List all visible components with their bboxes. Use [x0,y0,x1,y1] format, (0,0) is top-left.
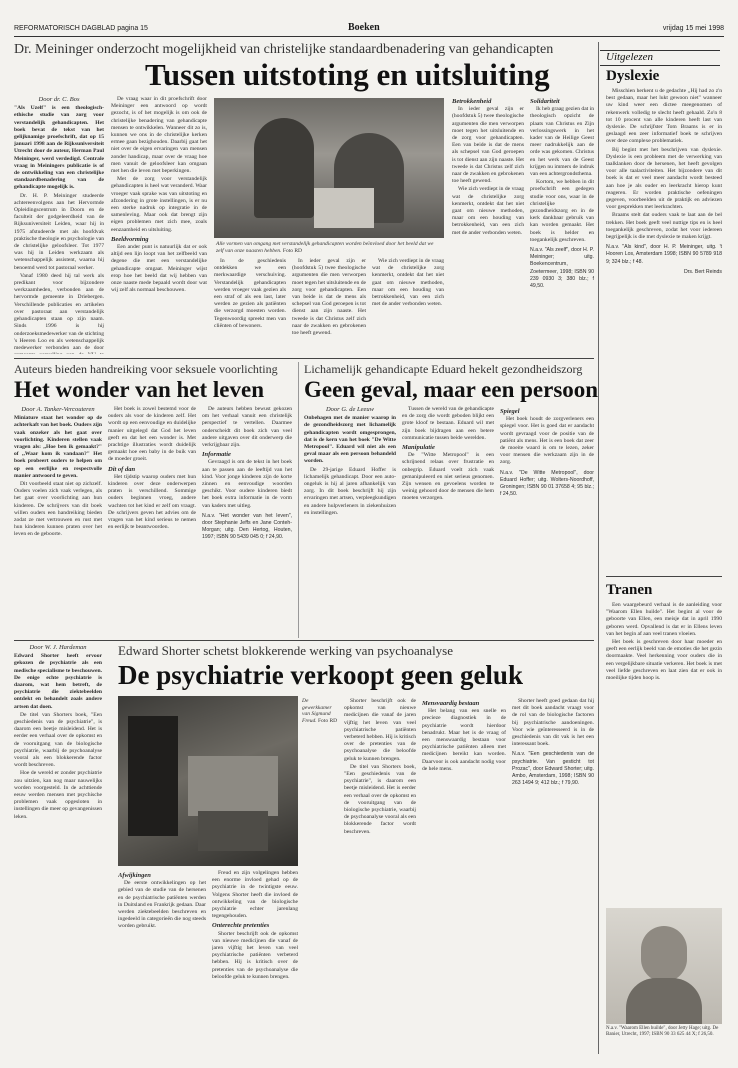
left-lead: Miniature staat het wonder op de achterkaft van het boek. Ouders zijn vaak onzeker als het gaat over voorlichting. Kinderen stellen vaak vragen als: ,,Hoe ben ik gemaakt?" of ,,Waar kom ik vandaan?" Het boek probeert ouders te helpen om op een eerlijke en respectvolle manier antwoord te geven. [14,415,102,479]
left-kicker: Auteurs bieden handreiking voor seksuele voorlichting [14,362,278,376]
top-s3-body-1: Ik heb graag gezien dat in theologisch opzicht de plaats van Christus en Zijn verlossingswerk in het kader van de Heilige Geest meer nadrukkelijk aan de orde was gekomen. Christus en het werk van de Geest krijgen nu immers de indruk van een achtergrondsthema. [530,106,594,178]
mid-s1-body: De "Witte Metropool" is een schrijnend relaas over frustratie en onbegrip. Eduard voelt zich vaak gemanipuleerd en niet serieus genomen. Zijn wensen en gevoelens worden te weinig gehoord door de mensen die hem moeten verzorgen. [402,452,494,502]
bottom-col-5 [422,698,506,1054]
top-photo [214,98,444,238]
mid-byline: Door G. de Leeuw [325,406,375,413]
bottom-photo [118,696,298,866]
top-sub-3: Solidariteit [530,98,560,105]
sidebar-divider-h [606,576,722,577]
sidebar-a2-p2: Het boek is geschreven door haar moeder en geeft een eerlijk beeld van de emoties die het gezin doormaakte. Veel herkenning voor ouders die in een vergelijkbare situatie verkeren. Het boek is met veel liefde geschreven en laat zien dat er ook in moeilijke tijden hoop is. [606,639,722,682]
sidebar-a1-p3: Braams stelt dat ouders vaak te laat aan de bel trekken. Het boek geeft veel nuttige tips en is heel toegankelijk geschreven, zodat het voor iedereen begrijpelijk is die met dyslexie te maken krijgt. [606,212,722,241]
bottom-byline: Door W. J. Hardeman [29,644,87,651]
bottom-s3-body-2: Shorter heeft goed gedaan dat hij met dit boek aandacht vraagt voor de rol van de biologische factoren bij psychiatrische aandoeningen. Voor wie geïnteresseerd is in de geschiedenis van dit vak is het een interessant boek. [512,698,594,748]
left-col-1 [14,406,102,636]
mid-kicker: Lichamelijk gehandicapte Eduard hekelt gezondheidszorg [304,362,583,376]
top-note: N.a.v. "Als zeelf", door H. P. Meininger; uitg. Boekencentrum, Zoetermeer, 1998; ISBN 90 239 0930 3; 380 blz.; f 49,50. [530,247,594,290]
bottom-note: N.a.v. "Een geschiedenis van de psychiatrie. Van gesticht tot Prozac", door Edward Shorter; uitg. Ambo, Amsterdam, 1998; ISBN 90 263 1494 9; 412 blz.; f 79,90. [512,751,594,787]
mid-s2-body: Het boek houdt de zorgverleners een spiegel voor. Het is goed dat er aandacht wordt gevraagd voor de positie van de patiënt als mens. Het is een boek dat zeer de moeite waard is om te lezen, zeker voor mensen die werkzaam zijn in de zorg. [500,416,594,466]
mid-note: N.a.v. "De Witte Metropool", door Eduard Hoffer; uitg. Wolters-Noordhoff, Groningen; ISBN 90 01 37658 4; 95 blz.; f 24,50. [500,469,594,498]
bottom-sub-3: Mensvaardig bestaan [422,700,480,707]
header-date: vrijdag 15 mei 1998 [662,25,724,32]
bottom-s2-body-b: Shorter beschrijft ook de opkomst van nieuwe medicijnen die vanaf de jaren vijftig het leven van veel psychiatrische patiënten verbeterd hebben. Hij is kritisch over de pretenties van de psychoanalyse die beloofde geluk te kunnen brengen. [344,698,416,762]
bottom-lead: Edward Shorter heeft ervoor gekozen de psychiatrie als een medische specialisme te beschouwen. De enige echte psychiatrie is daarom, wat hem betreft, de psychiatrie die ziektebeelden ontdekt en behandelt zoals andere artsen dat doen. [14,653,102,710]
left-body-1: Dit voorbeeld staat niet op zichzelf. Ouders voelen zich vaak verlegen, als het gaat over voorlichting aan hun kinderen. De schrijvers van dit boek willen ouders een handreiking bieden zodat ze met vertrouwen en rust met hun kinderen kunnen praten over het leven en de geboorte. [14,481,102,538]
mid-body-2: Tussen de wereld van de gehandicapte en de zorg die wordt geboden blijkt een grote kloof te bestaan. Eduard wil met zijn boek bijdragen aan een betere communicatie tussen beide werelden. [402,406,494,441]
top-body-1: Dr. H. P. Meininger studeerde achtereenvolgens aan het Hervormde Opleidingscentrum in Doorn en de faculteit der godgeleerdheid van de Rijksuniversiteit Leiden, waar hij in 1975 afstudeerde met als hoofdvak praktische theologie en psychologie van de christelijke geloofsleer. Tot 1977 was hij in Leiden werkzaam als wetenschappelijk assistent, waarna hij benoemd werd tot pastoraal werker. [14,192,104,271]
left-col-3 [202,406,292,636]
top-photo-caption-text: Alle vormen van omgang met verstandelijk gehandicapten worden beïnvloed door het beeld dat we zelf van onze naasten hebben. [216,241,434,254]
divider-top [14,358,594,359]
top-s1-body-1: Een ander punt is natuurlijk dat er ook altijd een lijn loopt van het zelfbeeld van degene die met een verstandelijke gehandicapte omgaat. Meininger wijst erop hoe het beeld dat wij hebben van onze naaste mede bepaald wordt door wat wij zelf als normaal beschouwen. [111,244,207,294]
top-body-4: Met de zorg voor verstandelijk gehandicapten is heel wat veranderd. Waar vroeger vaak sprake was van uitstoting en afzondering in grote instellingen, is er nu een sterke nadruk op integratie in de samenleving. Maar ook dat brengt zijn eigen problemen met zich mee, zoals eenzaamheid en uitsluiting. [111,176,207,233]
top-body-2: Vanaf 1980 deed hij tal werk als predikant voor bijzondere werkzaamheden, verbonden aan de hervormde gemeente in Driebergen. Verschillende publicaties en artikelen over pastoraat aan verstandelijk gehandicapten staan op zijn naam. Sinds 1996 is hij onderzoeksmedewerker van de stichting 's Heeren Loo en als wetenschappelijk medewerker verbonden aan de door [14,272,104,351]
mid-lead: Onbehagen met de manier waarop in de gezondheidszorg met lichamelijk gehandicapten wordt omgesprongen, dat is de kern van het boek "De Witte Metropool". Eduard wil niet als een geval maar als een persoon behandeld worden. [304,415,396,465]
left-body-3: De auteurs hebben bewust gekozen om het verhaal vanuit een christelijk perspectief te vertellen. Daarmee onderscheidt dit boek zich van veel andere uitgaven over dit onderwerp die verkrijgbaar zijn. [202,406,292,449]
bottom-body-1b: De titel van Shorters boek, "Een geschiedenis van de psychiatrie", is daarom een beetje misleidend. Het is eerder een verhaal over de opkomst en de vooruitgang van de biologische psychiatrie, waarbij de psychoanalyse vooral als een blokkerende factor wordt beschreven. [344,763,416,835]
bottom-s1-body-1: De eerste ontwikkelingen op het gebied van de studie van de hersenen en de psychiatrische patiënten werden in Duitsland en Frankrijk gedaan. Daar werden ziektebeelden beschreven en ingedeeld in categorieën die nog steeds worden gebruikt. [118,880,206,930]
top-s2-body-2b: Wie zich verdiept in de vraag wat de christelijke zorg kenmerkt, ontdekt dat het niet gaat om nieuwe methoden, maar om een houding van betrokkenheid, van een zich met de ander verbonden weten. [452,186,524,236]
bottom-col-4 [344,698,416,1054]
mid-headline: Geen geval, maar een persoon [304,377,599,402]
bottom-s1-body-2: Freud en zijn volgelingen hebben een enorme invloed gehad op de psychiatrie in de twintigste eeuw. Volgens Shorter heeft die invloed de ontwikkeling van de biologische psychiatrie echter jarenlang tegengehouden. [212,870,298,920]
top-sub-1: Beeldvorming [111,235,149,243]
bottom-body-2: Hoe de wereld er zonder psychiatrie zou uitzien, kan nog maar nauwelijks worden voorgesteld. In de achttiende eeuw werden mensen met psychische problemen vaak opgesloten in instellingen die meer op gevangenissen leken. [14,770,102,820]
left-sub-1: Dit of dan [108,465,136,473]
bottom-sub-2: Onterechte pretenties [212,922,270,930]
header-left: REFORMATORISCH DAGBLAD pagina 15 [14,25,148,32]
bottom-kicker: Edward Shorter schetst blokkerende werking van psychoanalyse [118,643,454,658]
top-col-7 [530,96,594,354]
left-note: N.a.v. "Het wonder van het leven", door Stephanie Jeffs en Jane Conteh-Morgan; uitg. Den Hertog, Houten, 1997; ISBN 90 5439 045 0; f 24,90. [202,512,292,541]
mid-sub-2: Spiegel [500,408,520,415]
top-kicker: Dr. Meininger onderzocht mogelijkheid van christelijke standaardbenadering van gehandicapten [14,42,554,57]
divider-bottom [14,640,594,641]
top-lead: "Als Uzelf" is een theologisch-ethische studie van zorg voor verstandelijk gehandicapten. Het boek bevat de tekst van het gelijknamige proefschrift, dat op 15 januari 1998 aan de Rijksuniversiteit Utrecht door de auteur, Herman Paul Meininger, werd verdedigd. Centrale vraag in Meiningers publicatie is of de ontwikkeling van een christelijke standaardbenadering van de gehandicapte mogelijk is. [14,105,104,191]
top-s2-body-2: Wie zich verdiept in de vraag wat de christelijke zorg kenmerkt, ontdekt dat het niet gaat om nieuwe methoden, maar om een houding van betrokkenheid, van een zich met de ander verbonden weten. [372,258,444,308]
top-sub-2: Betrokkenheid [452,98,492,105]
section-title: Boeken [348,22,380,33]
top-photo-credit: Foto RD [282,247,303,254]
sidebar-badge-text: Uitgelezen [606,51,654,63]
top-body-3: De vraag waar in dit proefschrift door Meininger een antwoord op wordt gezocht, is of het mogelijk is om ook de christelijke benadering van gehandicapte mensen te ontwikkelen. Wanneer dit zo is, kunnen we ons in de christelijke kerken ermee gaan bezighouden. Daarbij gaat het niet over de eigen ervaringen van mensen zonder handicap, maar over de vraag hoe men vanuit de geloofsleer kan omgaan met hen die leven met beperkingen. [111,96,207,175]
left-s1-body: Het tijdstip waarop ouders met hun kinderen over deze onderwerpen praten is verschillend. Sommige ouders beginnen vroeg, andere wachten tot het kind er zelf om vraagt. De schrijvers geven het advies om de vragen van het kind serieus te nemen en eerlijk te beantwoorden. [108,473,196,531]
left-byline: Door A. Tanker-Vercouteren [21,406,95,413]
top-photo-caption [216,241,442,254]
sidebar-article1-title: Dyslexie [606,68,660,84]
left-sub-2: Informatie [202,451,231,459]
top-s3-body-2: Kortom, we hebben in dit proefschrift een gedegen studie voor ons, waar in de christelijke gezondheidszorg en in de kerk dankbaar gebruik van kan worden gemaakt. Het boek is helder en toegankelijk geschreven. [530,179,594,243]
top-headline: Tussen uitstoting en uitsluiting [145,57,550,92]
sidebar-article2-title: Tranen [606,582,653,598]
sidebar-a1-p2: Bij begint met het beschrijven van dyslexie. Dyslexie is een probleem met de verwerking van taalklanken door de hersenen, het heeft gevolgen voor alle taalactiviteiten. Het bijzondere van dit boek is dat er veel meer aandacht wordt besteed aan hoe je als ouder en leerkracht hierop kunt reageren. Er worden praktische oefeningen gegeven, voorbeelden uit de praktijk en adviezen voor gesprekken met leerkrachten. [606,146,722,211]
sidebar-badge [600,50,720,66]
mid-body-1: De 29-jarige Eduard Hoffer is lichamelijk gehandicapt. Door een auto-ongeluk is hij al jaren afhankelijk van zorg. In dit boek beschrijft hij zijn ervaringen met artsen, verpleegkundigen en andere hulpverleners in ziekenhuizen en instellingen. [304,466,396,516]
bottom-col-6 [512,698,594,1054]
top-s2-body-1b: In ieder geval zijn er (hoofdstuk 5) twee theologische argumenten die men verworpen moet tegen het uitsluitende en de zorg voor gehandicapten. Een van beide is dat de mens als schepsel van God geroepen is tot dienst aan zijn naaste. Het tweede is dat Christus zelf zich naar de zwakken en gebrokenen toe heeft gewend. [452,106,524,185]
top-col-2 [111,96,207,354]
bottom-s2-body: Shorter beschrijft ook de opkomst van nieuwe medicijnen die vanaf de jaren vijftig het leven van veel psychiatrische patiënten verbeterd hebben. Hij is kritisch over de pretenties van de psychoanalyse die beloofde geluk te kunnen brengen. [212,930,298,980]
bottom-photo-caption [302,698,338,724]
sidebar-a1-p1: Misschien herkent u de gedachte ,,Hij had zo z'n best gedaan, maar het lukt gewoon niet" wanneer uw kind weer een dictee meegenomen of rekenwerk volledig te slecht heeft gehaald. Zo'n 8 tot 10 procent van alle kinderen heeft last van dyslexie. De schrijfster Tom Braams is er in geslaagd een zeer informatief boek te schrijven over deze complexe problematiek. [606,88,722,145]
top-col-5 [372,258,444,354]
mid-col-1 [304,406,396,636]
sidebar-a1-signature: Drs. Bert Reinds [683,268,722,275]
bottom-photo-credit: Foto RD [318,717,338,724]
bottom-body-1: De titel van Shorters boek, "Een geschiedenis van de psychiatrie", is daarom een beetje misleidend. Het is eerder een verhaal over de opkomst en de vooruitgang van de biologische psychiatrie, waarbij de psychoanalyse vooral als een blokkerende factor wordt beschreven. [14,711,102,769]
top-col-1 [14,96,104,354]
sidebar-article2-body [606,602,722,902]
top-col-3 [214,258,286,354]
sidebar-photo-caption: N.a.v. "Waarom Ellen huilde", door Jetty Hage; uitg. De Banier, Utrecht, 1997; ISBN 90 33 625 44 X; f 26,50. [606,1026,719,1037]
mid-col-2 [402,406,494,636]
left-headline: Het wonder van het leven [14,377,265,402]
sidebar-divider [598,42,599,1054]
left-s2-body: Gevraagd is om de tekst in het boek aan te passen aan de leeftijd van het kind. Voor jonge kinderen zijn de korte zinnen en eenvoudige woorden geschikt. Voor oudere kinderen biedt het boek extra informatie in de vorm van kaders met uitleg. [202,459,292,509]
sidebar-article1-body [606,88,722,572]
top-byline: Door dr. C. Bos [38,96,80,103]
bottom-s3-body-1: Het belang van een snelle en precieze diagnostiek in de psychiatrie wordt hierdoor benadrukt. Maar het is de vraag of een menswaardig bestaan voor psychiatrische patiënten alleen met medicijnen bereikt kan worden. Daarvoor is ook aandacht nodig voor de hele mens. [422,708,506,772]
mid-sub-1: Manipulatie [402,444,435,452]
sidebar-a2-p1: Een waargebeurd verhaal is de aanleiding voor "Waarom Ellen huilde". Het begint al voor de geboorte van Ellen, een meisje dat in april 1990 geboren werd. Opvallend is dat er in Ellens leven van het begin af aan veel tranen vloeien. [606,602,722,637]
divider-mid [298,362,299,638]
bottom-sub-1: Afwijkingen [118,872,151,879]
bottom-headline: De psychiatrie verkoopt geen geluk [118,660,523,690]
left-body-2: Het boek is zowel bestemd voor de ouders als voor de kinderen zelf. Het wordt op een eenvoudige en duidelijke manier uitgelegd dat God het leven geeft en dat het een wonder is. Met prachtige illustraties wordt duidelijk gemaakt hoe een baby in de buik van de moeder groeit. [108,406,196,463]
sidebar-photo [606,908,722,1024]
bottom-photo-caption-text: De gewerkkamer van Sigmund Freud. [302,698,332,724]
bottom-col-3 [212,870,298,1054]
bottom-col-1 [14,644,102,1054]
top-col-4 [292,258,366,354]
bottom-col-2 [118,870,206,1054]
sidebar-a1-note: N.a.v. "Als kind", door H. P. Meininger, uitg. 't Hooren Los, Amsterdam 1998; ISBN 90 5789 918 9; 324 blz.; f 48. [606,244,722,265]
mid-col-3 [500,406,594,636]
top-col-6 [452,96,524,354]
top-s1-body-2: In de geschiedenis ontdekken we een merkwaardige verschuiving. Verstandelijk gehandicapten werden vroeger vaak gezien als een straf of als een last, later werden ze gezien als patiënten die verzorgd moesten worden. Tegenwoordig spreekt men van cliënten of bewoners. [214,258,286,329]
left-col-2 [108,406,196,636]
page-header [14,22,724,37]
top-s2-body-1: In ieder geval zijn er (hoofdstuk 5) twee theologische argumenten die men verworpen moet tegen het uitsluitende en de zorg voor gehandicapten. Een van beide is dat de mens als schepsel van God geroepen is tot dienst aan zijn naaste. Het tweede is dat Christus zelf zich naar de zwakken en gebrokenen toe heeft gewend. [292,258,366,337]
